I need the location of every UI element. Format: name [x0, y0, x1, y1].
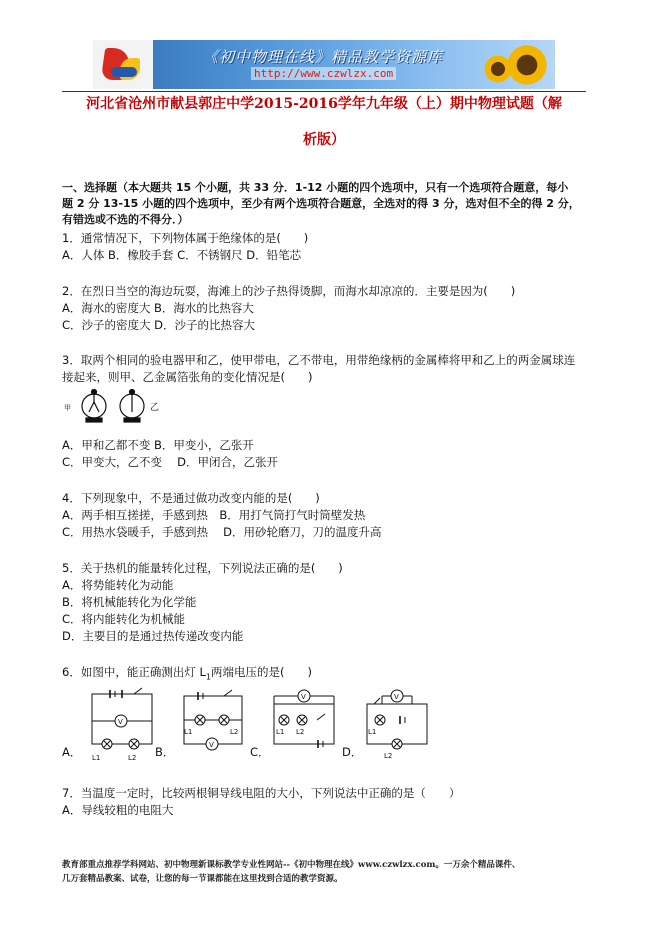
label-yi: 乙	[150, 403, 160, 413]
electroscope-figure	[62, 388, 172, 424]
question-stem: 3．取两个相同的验电器甲和乙，使甲带电，乙不带电，用带绝缘柄的金属棒将甲和乙上的两金属球连	[62, 353, 576, 367]
question-stem: 5．关于热机的能量转化过程，下列说法正确的是( )	[62, 561, 343, 575]
lamp-label: L1	[276, 728, 285, 736]
question-stem: 2．在烈日当空的海边玩耍，海滩上的沙子热得烫脚，而海水却凉凉的．主要是因为( )	[62, 284, 516, 298]
question-options: A．海水的密度大 B．海水的比热容大	[62, 301, 254, 315]
header-divider	[62, 91, 586, 92]
electroscope-yi	[120, 390, 144, 423]
lamp-label: L2	[230, 728, 239, 736]
page-title-continued: 析版）	[303, 132, 345, 148]
question-options: D．主要目的是通过热传递改变内能	[62, 629, 244, 643]
question-stem: 4．下列现象中，不是通过做功改变内能的是( )	[62, 491, 320, 505]
section-heading: 一、选择题（本大题共 15 个小题，共 33 分．1-12 小题的四个选项中，只有一个选项符合题意，每小	[62, 181, 569, 194]
option-b-label: B．	[155, 745, 175, 759]
sunflower-image	[505, 43, 549, 87]
lamp-label: L2	[296, 728, 305, 736]
banner-title: 《初中物理在线》精品教学资源库	[203, 48, 444, 66]
question-stem: 7．当温度一定时，比较两根铜导线电阻的大小，下列说法中正确的是（ ）	[62, 786, 461, 800]
question-options: A．甲和乙都不变 B．甲变小，乙张开	[62, 438, 254, 452]
label-jia: 甲	[64, 404, 71, 412]
question-options: A．将势能转化为动能	[62, 578, 174, 592]
question-options: C．甲变大，乙不变 D．甲闭合，乙张开	[62, 455, 279, 469]
voltmeter-label: V	[209, 741, 214, 749]
lamp-label: L1	[368, 728, 377, 736]
lamp-label: L2	[128, 754, 137, 762]
banner-url[interactable]: http://www.czwlzx.com	[251, 67, 396, 80]
question-options: C．将内能转化为机械能	[62, 612, 186, 626]
question-options: C．用热水袋暖手，手感到热 D．用砂轮磨刀，刀的温度升高	[62, 525, 382, 539]
question-options: A．人体 B．橡胶手套 C．不锈钢尺 D．铅笔芯	[62, 248, 302, 262]
lamp-label: L2	[384, 752, 393, 760]
lamp-label: L1	[92, 754, 101, 762]
header-banner	[93, 40, 555, 89]
page-footer	[62, 858, 602, 886]
voltmeter-label: V	[394, 693, 399, 701]
section-heading: 有错选或不选的不得分．）	[62, 213, 189, 226]
option-c-label: C．	[250, 745, 270, 759]
page-title: 河北省沧州市献县郭庄中学2015-2016学年九年级（上）期中物理试题（解	[86, 96, 562, 112]
logo-blue-shape	[111, 67, 137, 77]
circuit-diagrams	[62, 684, 582, 764]
question-options: B．将机械能转化为化学能	[62, 595, 197, 609]
footer-line: 几万套精品教案、试卷，让您的每一节课都能在这里找到合适的教学资源。	[62, 874, 343, 884]
lamp-label: L1	[184, 728, 193, 736]
electroscope-jia	[82, 390, 106, 423]
option-a-label: A．	[62, 745, 82, 759]
voltmeter-label: V	[118, 718, 123, 726]
section-heading: 题 2 分 13-15 小题的四个选项中，至少有两个选项符合题意，全选对的得 3 分，选对但不全的得 2 分，	[62, 197, 580, 210]
question-stem: 6．如图中，能正确测出灯 $L_1$两端电压的是( )	[62, 665, 312, 682]
site-logo	[93, 40, 153, 89]
footer-line: 教育部重点推荐学科网站、初中物理新课标教学专业性网站--《初中物理在线》www.czwlzx.com。一万余个精品课件、	[62, 860, 521, 870]
question-stem: 接起来，则甲、乙金属箔张角的变化情况是( )	[62, 370, 313, 384]
question-options: C．沙子的密度大 D．沙子的比热容大	[62, 318, 256, 332]
question-options: A．两手相互搓搓，手感到热 B．用打气筒打气时筒壁发热	[62, 508, 366, 522]
voltmeter-label: V	[301, 693, 306, 701]
question-options: A．导线较粗的电阻大	[62, 803, 174, 817]
option-d-label: D．	[342, 745, 363, 759]
question-stem: 1．通常情况下，下列物体属于绝缘体的是( )	[62, 231, 309, 245]
